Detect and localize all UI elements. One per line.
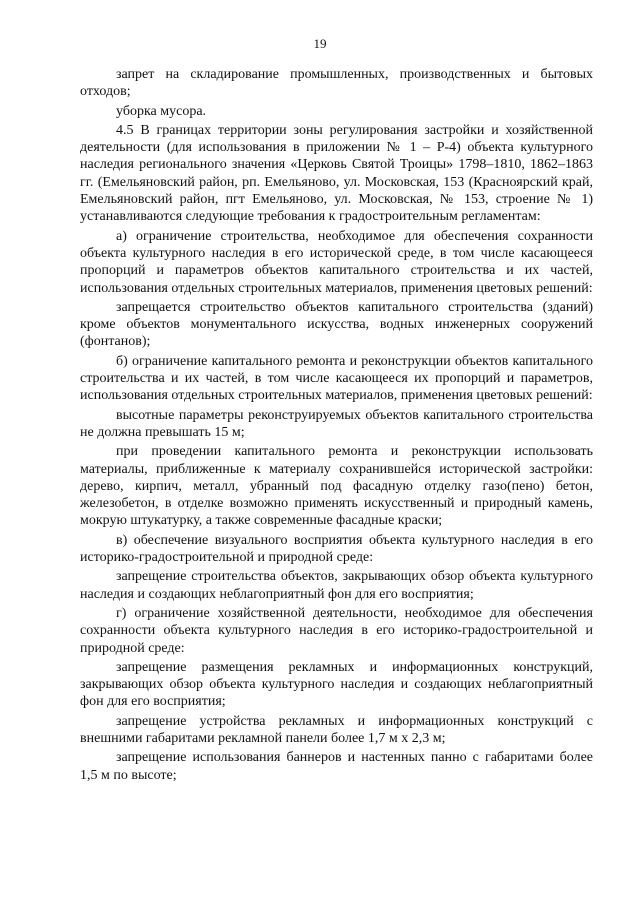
document-body: [80, 66, 593, 786]
paragraph-banner-ban: запрещение использования баннеров и настенных панно с габаритами более 1,5 м по высоте;: [80, 750, 593, 783]
paragraph-advertising-ban: запрещение размещения рекламных и информационных конструкций, закрывающих обзор объекта культурного наследия и создающих неблагоприятный фон для его восприятия;: [80, 659, 593, 710]
paragraph-section-4-5: 4.5 В границах территории зоны регулирования застройки и хозяйственной деятельности (для использования в приложении № 1 – Р-4) объекта культурного наследия регионального значения «Церковь Святой Троицы» 1798–1810, 1862–1863 гг. (Емельяновский район, рп. Емельяново, ул. Московская, 153 (Красноярский край, Емельяновский район, пгт Емельяново, ул. Московская, № 153, строение № 1) устанавливаются следующие требования к градостроительным регламентам:: [80, 122, 593, 225]
paragraph-height-limit: высотные параметры реконструируемых объектов капитального строительства не должна превышать 15 м;: [80, 407, 593, 440]
paragraph-item-v: в) обеспечение визуального восприятия объекта культурного наследия в его историко-градостроительной и природной среде:: [80, 532, 593, 566]
paragraph-panel-size-ban: запрещение устройства рекламных и информационных конструкций с внешними габаритами рекламной панели более 1,7 м х 2,3 м;: [80, 713, 593, 746]
paragraph-view-ban: запрещение строительства объектов, закрывающих обзор объекта культурного наследия и создающих неблагоприятный фон для его восприятия;: [80, 569, 593, 602]
paragraph-item-a: а) ограничение строительства, необходимое для обеспечения сохранности объекта культурного наследия в его исторической среде, в том числе касающееся пропорций и параметров объектов капитального строительства и их частей, использования отдельных строительных материалов, применения цветовых решений:: [80, 228, 593, 296]
paragraph-item-b: б) ограничение капитального ремонта и реконструкции объектов капитального строительства и их частей, в том числе касающееся их пропорций и параметров, использования отдельных строительных материалов, применения цветовых решений:: [80, 353, 593, 404]
paragraph-materials: при проведении капитального ремонта и реконструкции использовать материалы, приближенные к материалу сохранившейся исторической застройки: дерево, кирпич, металл, убранный под фасадную отделку газо(пено) бетон, железобетон, в отделке возможно применять искусственный и природный камень, мокрую штукатурку, а также современные фасадные краски;: [80, 444, 593, 529]
page-number: 19: [313, 36, 327, 51]
paragraph-garbage-removal: уборка мусора.: [116, 103, 207, 119]
paragraph-storage-ban: запрет на складирование промышленных, производственных и бытовых отходов;: [80, 67, 593, 100]
paragraph-item-g: г) ограничение хозяйственной деятельности, необходимое для обеспечения сохранности объекта культурного наследия в его историко-градостроительной и природной среде:: [80, 605, 593, 656]
paragraph-construction-ban: запрещается строительство объектов капитального строительства (зданий) кроме объектов монументального искусства, водных инженерных сооружений (фонтанов);: [80, 299, 593, 350]
